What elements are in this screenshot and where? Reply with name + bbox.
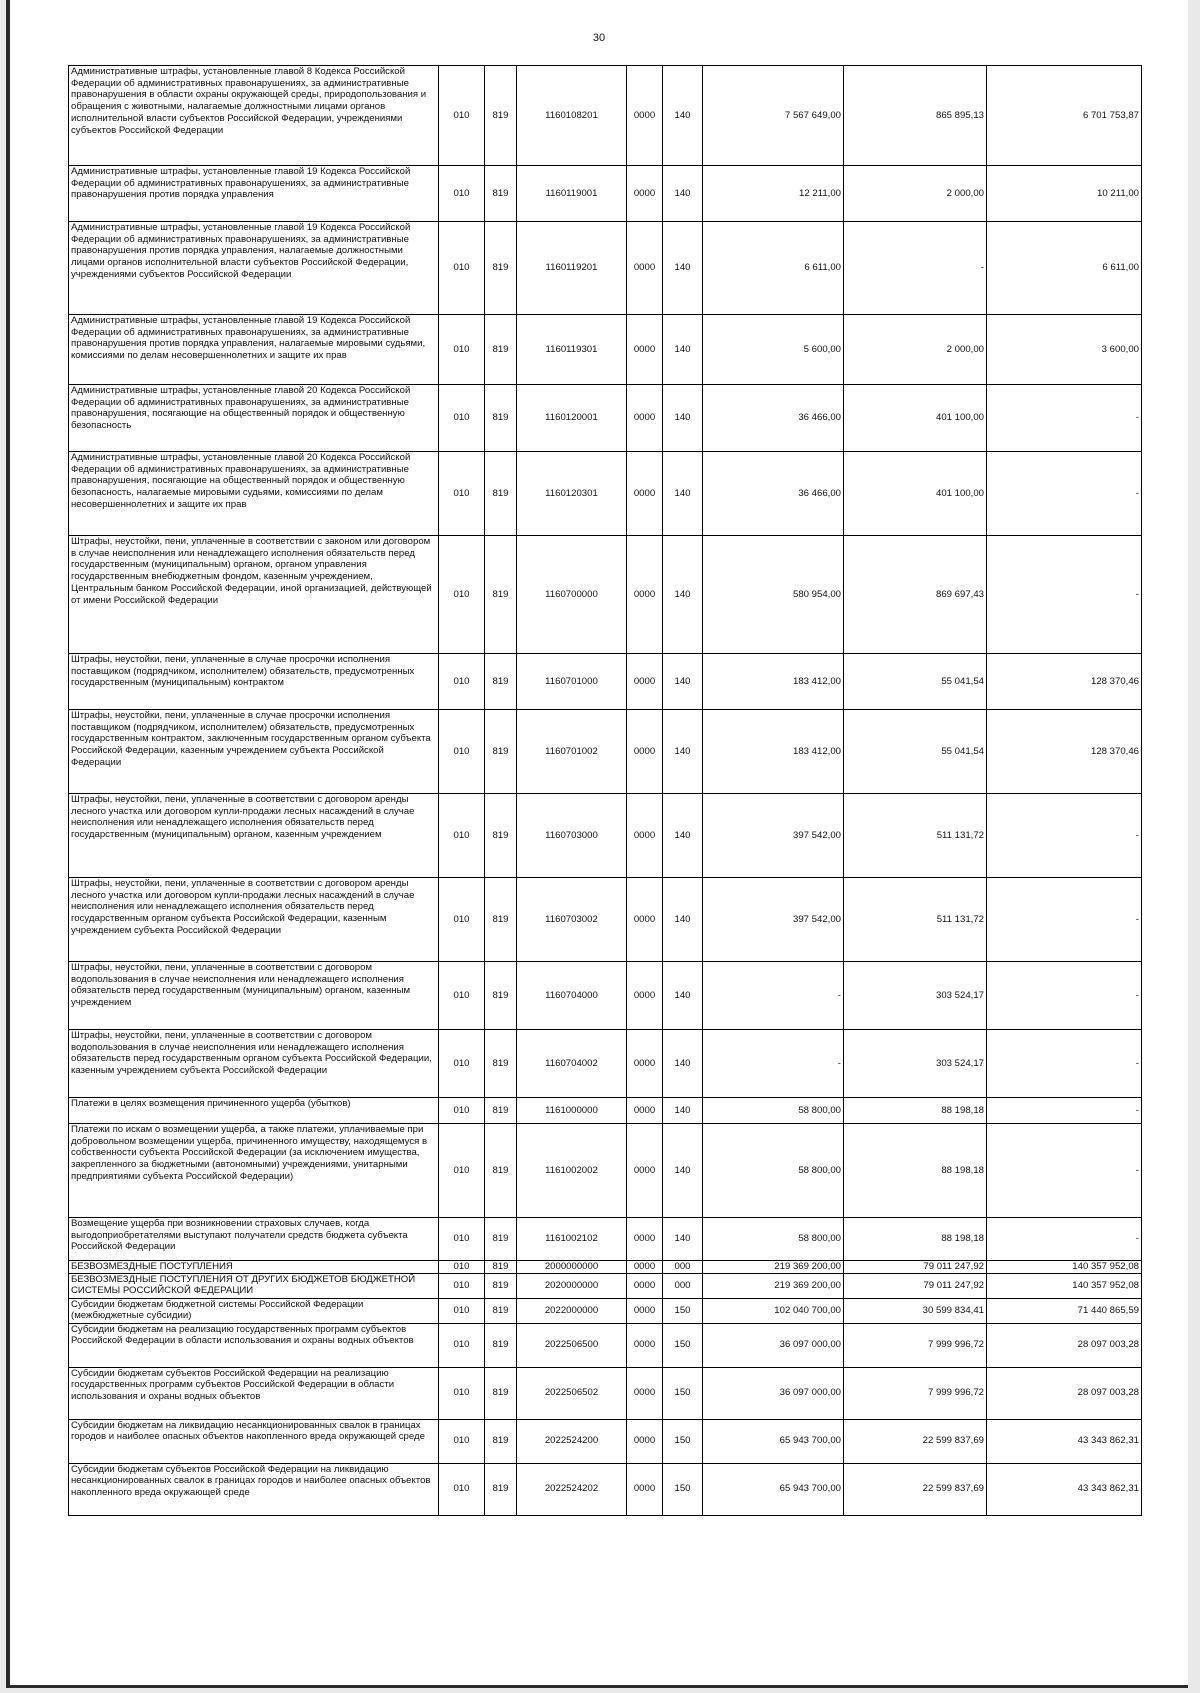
description-cell: Административные штрафы, установленные главой 19 Кодекса Российской Федерации об административных правонарушениях, за административные правонарушения против порядка управления	[69, 166, 439, 222]
approved-amount-cell: 183 412,00	[703, 710, 844, 794]
econ-code-cell: 000	[663, 1261, 703, 1274]
executed-amount-cell: 88 198,18	[844, 1124, 987, 1218]
description-cell: Субсидии бюджетам на ликвидацию несанкционированных свалок в границах городов и наиболее опасных объектов накопленного вреда окружающей среде	[69, 1419, 439, 1463]
admin-code-cell: 819	[485, 1218, 517, 1261]
remaining-amount-cell: 6 611,00	[987, 222, 1142, 315]
econ-code-cell: 140	[663, 452, 703, 536]
table-row	[69, 1463, 1142, 1515]
approved-amount-cell: 6 611,00	[703, 222, 844, 315]
kbk-code-cell: 2000000000	[517, 1261, 627, 1274]
table-row	[69, 710, 1142, 794]
table-row	[69, 1298, 1142, 1323]
document-page	[6, 0, 1188, 1688]
remaining-amount-cell: 43 343 862,31	[987, 1419, 1142, 1463]
remaining-amount-cell: -	[987, 962, 1142, 1030]
chapter-code-cell: 010	[439, 1098, 485, 1124]
remaining-amount-cell: 28 097 003,28	[987, 1323, 1142, 1367]
program-code-cell: 0000	[627, 1323, 663, 1367]
page-number: 30	[592, 32, 606, 44]
admin-code-cell: 819	[485, 222, 517, 315]
admin-code-cell: 819	[485, 1261, 517, 1274]
admin-code-cell: 819	[485, 315, 517, 385]
program-code-cell: 0000	[627, 385, 663, 452]
kbk-code-cell: 1161000000	[517, 1098, 627, 1124]
program-code-cell: 0000	[627, 710, 663, 794]
admin-code-cell: 819	[485, 1323, 517, 1367]
chapter-code-cell: 010	[439, 1218, 485, 1261]
admin-code-cell: 819	[485, 1273, 517, 1298]
description-cell: Возмещение ущерба при возникновении страховых случаев, когда выгодоприобретателями выступают получатели средств бюджета субъекта Российской Федерации	[69, 1218, 439, 1261]
econ-code-cell: 140	[663, 710, 703, 794]
admin-code-cell: 819	[485, 1124, 517, 1218]
description-cell: БЕЗВОЗМЕЗДНЫЕ ПОСТУПЛЕНИЯ	[69, 1261, 439, 1274]
program-code-cell: 0000	[627, 1261, 663, 1274]
econ-code-cell: 150	[663, 1367, 703, 1419]
executed-amount-cell: -	[844, 222, 987, 315]
econ-code-cell: 150	[663, 1323, 703, 1367]
admin-code-cell: 819	[485, 452, 517, 536]
econ-code-cell: 140	[663, 166, 703, 222]
econ-code-cell: 140	[663, 385, 703, 452]
executed-amount-cell: 865 895,13	[844, 66, 987, 166]
executed-amount-cell: 2 000,00	[844, 315, 987, 385]
chapter-code-cell: 010	[439, 710, 485, 794]
description-cell: Штрафы, неустойки, пени, уплаченные в случае просрочки исполнения поставщиком (подрядчиком, исполнителем) обязательств, предусмотренных государственным контрактом, заключенным государственным органом субъекта Российской Федерации, казенным учреждением субъекта Российской Федерации	[69, 710, 439, 794]
econ-code-cell: 140	[663, 1098, 703, 1124]
executed-amount-cell: 7 999 996,72	[844, 1367, 987, 1419]
chapter-code-cell: 010	[439, 654, 485, 710]
approved-amount-cell: 219 369 200,00	[703, 1273, 844, 1298]
executed-amount-cell: 30 599 834,41	[844, 1298, 987, 1323]
budget-table	[68, 65, 1142, 1516]
program-code-cell: 0000	[627, 1273, 663, 1298]
econ-code-cell: 150	[663, 1298, 703, 1323]
approved-amount-cell: 7 567 649,00	[703, 66, 844, 166]
description-cell: Субсидии бюджетам на реализацию государственных программ субъектов Российской Федерации в области использования и охраны водных объектов	[69, 1323, 439, 1367]
approved-amount-cell: 58 800,00	[703, 1218, 844, 1261]
remaining-amount-cell: 128 370,46	[987, 710, 1142, 794]
kbk-code-cell: 2020000000	[517, 1273, 627, 1298]
table-row	[69, 385, 1142, 452]
remaining-amount-cell: -	[987, 536, 1142, 654]
approved-amount-cell: 12 211,00	[703, 166, 844, 222]
executed-amount-cell: 511 131,72	[844, 878, 987, 962]
kbk-code-cell: 1161002102	[517, 1218, 627, 1261]
admin-code-cell: 819	[485, 1098, 517, 1124]
approved-amount-cell: 5 600,00	[703, 315, 844, 385]
kbk-code-cell: 1160700000	[517, 536, 627, 654]
kbk-code-cell: 2022506500	[517, 1323, 627, 1367]
chapter-code-cell: 010	[439, 1030, 485, 1098]
chapter-code-cell: 010	[439, 878, 485, 962]
chapter-code-cell: 010	[439, 452, 485, 536]
executed-amount-cell: 88 198,18	[844, 1218, 987, 1261]
table-body	[69, 66, 1142, 1516]
program-code-cell: 0000	[627, 1218, 663, 1261]
approved-amount-cell: 58 800,00	[703, 1124, 844, 1218]
executed-amount-cell: 55 041,54	[844, 710, 987, 794]
remaining-amount-cell: 128 370,46	[987, 654, 1142, 710]
table-row	[69, 878, 1142, 962]
executed-amount-cell: 22 599 837,69	[844, 1463, 987, 1515]
description-cell: Административные штрафы, установленные главой 19 Кодекса Российской Федерации об административных правонарушениях, за административные правонарушения против порядка управления, налагаемые должностными лицами органов исполнительной власти субъектов Российской Федерации, учреждениями субъектов Российской Федерации	[69, 222, 439, 315]
econ-code-cell: 000	[663, 1273, 703, 1298]
description-cell: Штрафы, неустойки, пени, уплаченные в соответствии с договором аренды лесного участка или договором купли-продажи лесных насаждений в случае неисполнения или ненадлежащего исполнения обязательств перед государственным (муниципальным) органом, казенным учреждением	[69, 794, 439, 878]
approved-amount-cell: 219 369 200,00	[703, 1261, 844, 1274]
admin-code-cell: 819	[485, 878, 517, 962]
description-cell: Платежи в целях возмещения причиненного ущерба (убытков)	[69, 1098, 439, 1124]
description-cell: Административные штрафы, установленные главой 8 Кодекса Российской Федерации об административных правонарушениях, за административные правонарушения в области охраны окружающей среды, природопользования и обращения с животными, налагаемые должностными лицами органов исполнительной власти субъектов Российской Федерации, учреждениями субъектов Российской Федерации	[69, 66, 439, 166]
table-row	[69, 1098, 1142, 1124]
remaining-amount-cell: -	[987, 452, 1142, 536]
table-row	[69, 222, 1142, 315]
program-code-cell: 0000	[627, 166, 663, 222]
chapter-code-cell: 010	[439, 385, 485, 452]
executed-amount-cell: 79 011 247,92	[844, 1273, 987, 1298]
table-row	[69, 452, 1142, 536]
table-row	[69, 1273, 1142, 1298]
kbk-code-cell: 1160704000	[517, 962, 627, 1030]
table-row	[69, 1124, 1142, 1218]
econ-code-cell: 150	[663, 1419, 703, 1463]
executed-amount-cell: 7 999 996,72	[844, 1323, 987, 1367]
kbk-code-cell: 1160701000	[517, 654, 627, 710]
remaining-amount-cell: 71 440 865,59	[987, 1298, 1142, 1323]
remaining-amount-cell: -	[987, 1030, 1142, 1098]
chapter-code-cell: 010	[439, 66, 485, 166]
kbk-code-cell: 1160120301	[517, 452, 627, 536]
table-row	[69, 166, 1142, 222]
table-row	[69, 1261, 1142, 1274]
executed-amount-cell: 2 000,00	[844, 166, 987, 222]
admin-code-cell: 819	[485, 1298, 517, 1323]
description-cell: Субсидии бюджетам субъектов Российской Федерации на реализацию государственных программ субъектов Российской Федерации в области использования и охраны водных объектов	[69, 1367, 439, 1419]
chapter-code-cell: 010	[439, 794, 485, 878]
chapter-code-cell: 010	[439, 962, 485, 1030]
table-row	[69, 1419, 1142, 1463]
remaining-amount-cell: -	[987, 1124, 1142, 1218]
program-code-cell: 0000	[627, 1030, 663, 1098]
admin-code-cell: 819	[485, 654, 517, 710]
description-cell: Штрафы, неустойки, пени, уплаченные в соответствии с договором водопользования в случае неисполнения или ненадлежащего исполнения обязательств перед государственным (муниципальным) органом, казенным учреждением	[69, 962, 439, 1030]
description-cell: Штрафы, неустойки, пени, уплаченные в соответствии с договором водопользования в случае неисполнения или ненадлежащего исполнения обязательств перед государственным органом субъекта Российской Федерации, казенным учреждением субъекта Российской Федерации	[69, 1030, 439, 1098]
approved-amount-cell: 36 466,00	[703, 452, 844, 536]
program-code-cell: 0000	[627, 962, 663, 1030]
chapter-code-cell: 010	[439, 536, 485, 654]
econ-code-cell: 140	[663, 222, 703, 315]
approved-amount-cell: 58 800,00	[703, 1098, 844, 1124]
econ-code-cell: 140	[663, 794, 703, 878]
program-code-cell: 0000	[627, 1463, 663, 1515]
remaining-amount-cell: 6 701 753,87	[987, 66, 1142, 166]
admin-code-cell: 819	[485, 385, 517, 452]
econ-code-cell: 140	[663, 1030, 703, 1098]
kbk-code-cell: 2022524200	[517, 1419, 627, 1463]
kbk-code-cell: 2022524202	[517, 1463, 627, 1515]
table-row	[69, 1367, 1142, 1419]
description-cell: Субсидии бюджетам бюджетной системы Российской Федерации (межбюджетные субсидии)	[69, 1298, 439, 1323]
admin-code-cell: 819	[485, 710, 517, 794]
description-cell: Административные штрафы, установленные главой 20 Кодекса Российской Федерации об административных правонарушениях, за административные правонарушения, посягающие на общественный порядок и общественную безопасность, налагаемые мировыми судьями, комиссиями по делам несовершеннолетних и защите их прав	[69, 452, 439, 536]
chapter-code-cell: 010	[439, 1298, 485, 1323]
approved-amount-cell: 397 542,00	[703, 794, 844, 878]
table-row	[69, 1218, 1142, 1261]
admin-code-cell: 819	[485, 166, 517, 222]
chapter-code-cell: 010	[439, 1419, 485, 1463]
approved-amount-cell: 102 040 700,00	[703, 1298, 844, 1323]
remaining-amount-cell: -	[987, 385, 1142, 452]
econ-code-cell: 140	[663, 315, 703, 385]
kbk-code-cell: 1160704002	[517, 1030, 627, 1098]
table-row	[69, 66, 1142, 166]
kbk-code-cell: 1160119001	[517, 166, 627, 222]
admin-code-cell: 819	[485, 1367, 517, 1419]
table-row	[69, 654, 1142, 710]
table-row	[69, 962, 1142, 1030]
econ-code-cell: 140	[663, 654, 703, 710]
program-code-cell: 0000	[627, 536, 663, 654]
executed-amount-cell: 869 697,43	[844, 536, 987, 654]
table-row	[69, 536, 1142, 654]
admin-code-cell: 819	[485, 66, 517, 166]
kbk-code-cell: 1160119301	[517, 315, 627, 385]
approved-amount-cell: 65 943 700,00	[703, 1463, 844, 1515]
kbk-code-cell: 1161002002	[517, 1124, 627, 1218]
executed-amount-cell: 401 100,00	[844, 452, 987, 536]
approved-amount-cell: 65 943 700,00	[703, 1419, 844, 1463]
econ-code-cell: 140	[663, 878, 703, 962]
chapter-code-cell: 010	[439, 222, 485, 315]
description-cell: БЕЗВОЗМЕЗДНЫЕ ПОСТУПЛЕНИЯ ОТ ДРУГИХ БЮДЖЕТОВ БЮДЖЕТНОЙ СИСТЕМЫ РОССИЙСКОЙ ФЕДЕРАЦИИ	[69, 1273, 439, 1298]
admin-code-cell: 819	[485, 1419, 517, 1463]
chapter-code-cell: 010	[439, 1323, 485, 1367]
description-cell: Платежи по искам о возмещении ущерба, а также платежи, уплачиваемые при добровольном возмещении ущерба, причиненного имуществу, находящемуся в собственности субъекта Российской Федерации (за исключением имущества, закрепленного за бюджетными (автономными) учреждениями, унитарными предприятиями субъекта Российской Федерации)	[69, 1124, 439, 1218]
econ-code-cell: 140	[663, 1218, 703, 1261]
admin-code-cell: 819	[485, 1030, 517, 1098]
kbk-code-cell: 1160701002	[517, 710, 627, 794]
executed-amount-cell: 511 131,72	[844, 794, 987, 878]
table-row	[69, 315, 1142, 385]
executed-amount-cell: 55 041,54	[844, 654, 987, 710]
chapter-code-cell: 010	[439, 1273, 485, 1298]
approved-amount-cell: 36 466,00	[703, 385, 844, 452]
program-code-cell: 0000	[627, 794, 663, 878]
remaining-amount-cell: -	[987, 1218, 1142, 1261]
chapter-code-cell: 010	[439, 1261, 485, 1274]
approved-amount-cell: 183 412,00	[703, 654, 844, 710]
table-row	[69, 794, 1142, 878]
econ-code-cell: 140	[663, 1124, 703, 1218]
program-code-cell: 0000	[627, 654, 663, 710]
remaining-amount-cell: -	[987, 1098, 1142, 1124]
remaining-amount-cell: 43 343 862,31	[987, 1463, 1142, 1515]
admin-code-cell: 819	[485, 536, 517, 654]
approved-amount-cell: -	[703, 1030, 844, 1098]
chapter-code-cell: 010	[439, 1367, 485, 1419]
econ-code-cell: 140	[663, 962, 703, 1030]
description-cell: Штрафы, неустойки, пени, уплаченные в случае просрочки исполнения поставщиком (подрядчиком, исполнителем) обязательств, предусмотренных государственным (муниципальным) контрактом	[69, 654, 439, 710]
program-code-cell: 0000	[627, 1098, 663, 1124]
remaining-amount-cell: 140 357 952,08	[987, 1261, 1142, 1274]
kbk-code-cell: 1160119201	[517, 222, 627, 315]
executed-amount-cell: 79 011 247,92	[844, 1261, 987, 1274]
kbk-code-cell: 1160703000	[517, 794, 627, 878]
executed-amount-cell: 88 198,18	[844, 1098, 987, 1124]
chapter-code-cell: 010	[439, 1124, 485, 1218]
description-cell: Штрафы, неустойки, пени, уплаченные в соответствии с договором аренды лесного участка или договором купли-продажи лесных насаждений в случае неисполнения или ненадлежащего исполнения обязательств перед государственным органом субъекта Российской Федерации, казенным учреждением субъекта Российской Федерации	[69, 878, 439, 962]
program-code-cell: 0000	[627, 1367, 663, 1419]
program-code-cell: 0000	[627, 1298, 663, 1323]
table-row	[69, 1030, 1142, 1098]
econ-code-cell: 140	[663, 536, 703, 654]
program-code-cell: 0000	[627, 66, 663, 166]
chapter-code-cell: 010	[439, 1463, 485, 1515]
chapter-code-cell: 010	[439, 315, 485, 385]
description-cell: Административные штрафы, установленные главой 19 Кодекса Российской Федерации об административных правонарушениях, за административные правонарушения против порядка управления, налагаемые мировыми судьями, комиссиями по делам несовершеннолетних и защите их прав	[69, 315, 439, 385]
econ-code-cell: 150	[663, 1463, 703, 1515]
remaining-amount-cell: 3 600,00	[987, 315, 1142, 385]
approved-amount-cell: 580 954,00	[703, 536, 844, 654]
program-code-cell: 0000	[627, 878, 663, 962]
approved-amount-cell: 36 097 000,00	[703, 1367, 844, 1419]
program-code-cell: 0000	[627, 315, 663, 385]
program-code-cell: 0000	[627, 222, 663, 315]
remaining-amount-cell: 140 357 952,08	[987, 1273, 1142, 1298]
admin-code-cell: 819	[485, 962, 517, 1030]
admin-code-cell: 819	[485, 1463, 517, 1515]
remaining-amount-cell: -	[987, 794, 1142, 878]
program-code-cell: 0000	[627, 452, 663, 536]
approved-amount-cell: 36 097 000,00	[703, 1323, 844, 1367]
executed-amount-cell: 303 524,17	[844, 1030, 987, 1098]
table-row	[69, 1323, 1142, 1367]
kbk-code-cell: 2022506502	[517, 1367, 627, 1419]
description-cell: Административные штрафы, установленные главой 20 Кодекса Российской Федерации об административных правонарушениях, за административные правонарушения, посягающие на общественный порядок и общественную безопасность	[69, 385, 439, 452]
kbk-code-cell: 1160108201	[517, 66, 627, 166]
executed-amount-cell: 22 599 837,69	[844, 1419, 987, 1463]
kbk-code-cell: 1160120001	[517, 385, 627, 452]
remaining-amount-cell: -	[987, 878, 1142, 962]
program-code-cell: 0000	[627, 1124, 663, 1218]
admin-code-cell: 819	[485, 794, 517, 878]
executed-amount-cell: 401 100,00	[844, 385, 987, 452]
program-code-cell: 0000	[627, 1419, 663, 1463]
remaining-amount-cell: 10 211,00	[987, 166, 1142, 222]
description-cell: Штрафы, неустойки, пени, уплаченные в соответствии с законом или договором в случае неисполнения или ненадлежащего исполнения обязательств перед государственным (муниципальным) органом, органом управления государственным внебюджетным фондом, казенным учреждением, Центральным банком Российской Федерации, иной организацией, действующей от имени Российской Федерации	[69, 536, 439, 654]
description-cell: Субсидии бюджетам субъектов Российской Федерации на ликвидацию несанкционированных свалок в границах городов и наиболее опасных объектов накопленного вреда окружающей среде	[69, 1463, 439, 1515]
remaining-amount-cell: 28 097 003,28	[987, 1367, 1142, 1419]
chapter-code-cell: 010	[439, 166, 485, 222]
executed-amount-cell: 303 524,17	[844, 962, 987, 1030]
kbk-code-cell: 1160703002	[517, 878, 627, 962]
econ-code-cell: 140	[663, 66, 703, 166]
approved-amount-cell: -	[703, 962, 844, 1030]
kbk-code-cell: 2022000000	[517, 1298, 627, 1323]
approved-amount-cell: 397 542,00	[703, 878, 844, 962]
